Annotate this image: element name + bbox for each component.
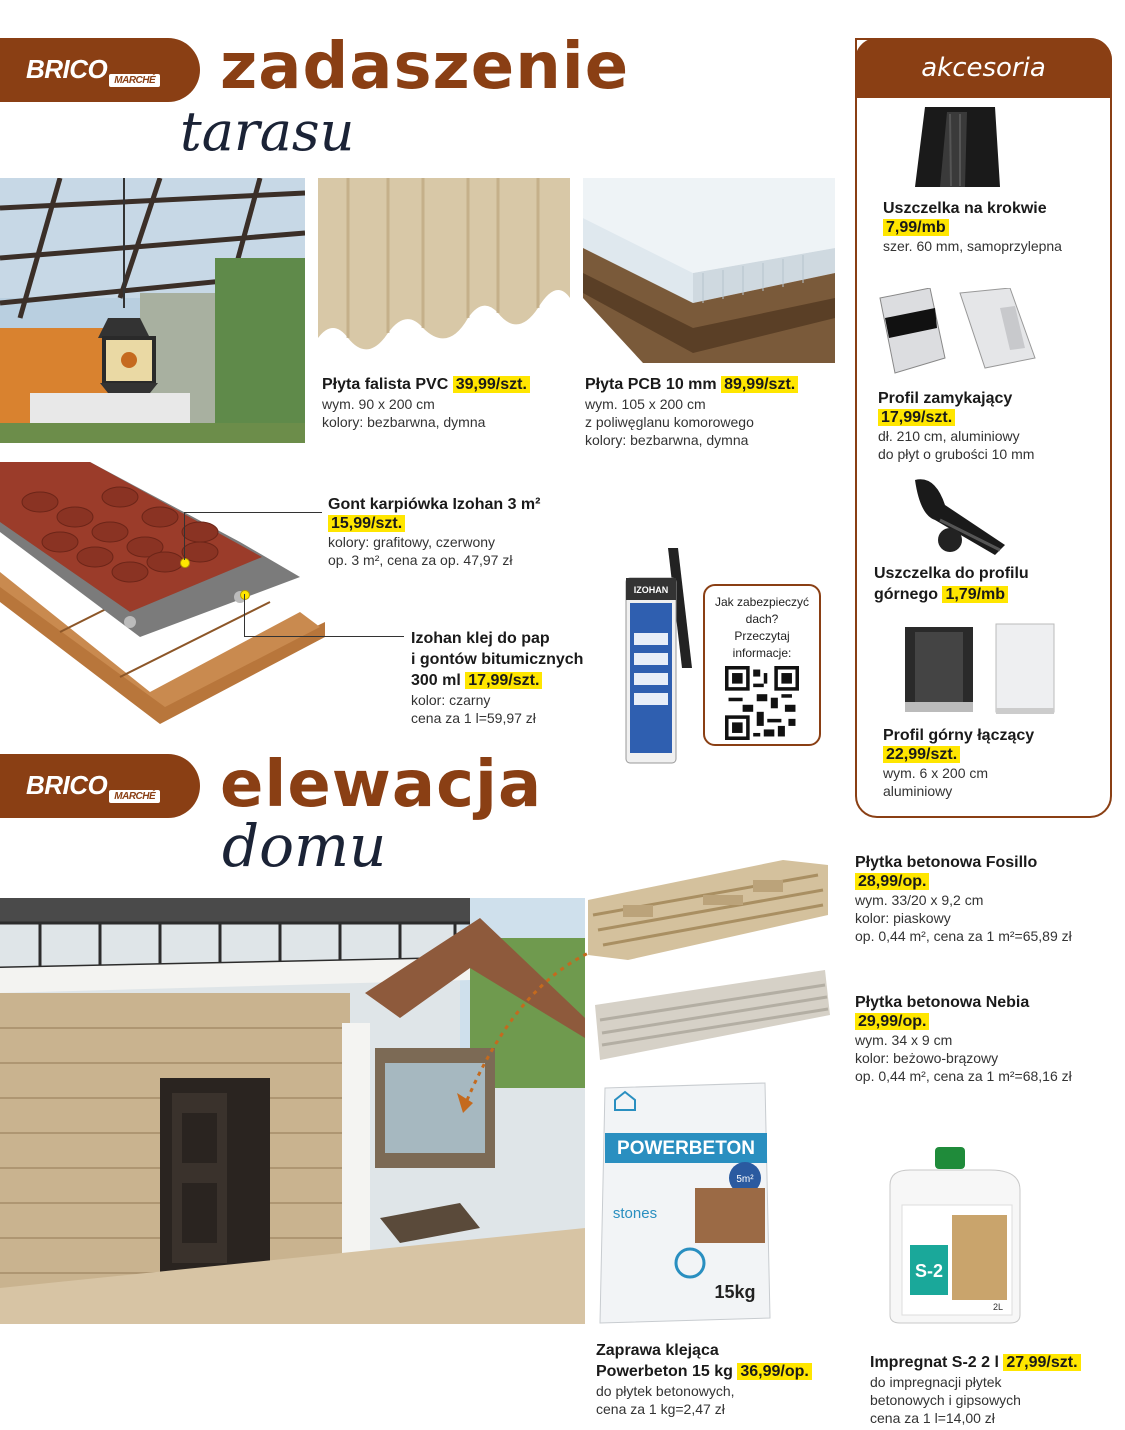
qr-text: Jak zabezpieczyć (714, 595, 810, 609)
accessory-item-2 (878, 388, 1103, 463)
product-desc: betonowych i gipsowych (870, 1392, 1021, 1408)
product-desc: kolor: czarny (411, 692, 491, 708)
price-tag: 39,99/szt. (453, 376, 530, 393)
price-tag: 15,99/szt. (328, 515, 405, 532)
callout-line (244, 636, 404, 637)
product-zaprawa (596, 1340, 856, 1418)
accessory-item-1 (883, 198, 1108, 255)
profile-seal-image (905, 475, 1010, 560)
product-name: Uszczelka do profilu (874, 565, 1029, 582)
product-name: Płytka betonowa Nebia (855, 994, 1030, 1011)
product-name: 300 ml (411, 672, 461, 689)
bottle-volume-text: 2L (992, 1302, 1004, 1312)
product-name: Profil zamykający (878, 390, 1013, 407)
product-desc: aluminiowy (883, 783, 953, 799)
product-desc: do płyt o grubości 10 mm (878, 446, 1035, 462)
product-desc: cena za 1 kg=2,47 zł (596, 1401, 725, 1417)
price-tag: 28,99/op. (855, 873, 929, 890)
price-tag: 17,99/szt. (465, 672, 542, 689)
price-tag: 89,99/szt. (721, 376, 798, 393)
section-subtitle-roof: tarasu (180, 100, 355, 163)
accessory-item-4 (883, 725, 1108, 800)
callout-line (184, 512, 322, 513)
adhesive-tube-image (620, 548, 695, 766)
accessory-item-3 (874, 563, 1109, 605)
product-pcb (585, 374, 845, 449)
price-tag: 7,99/mb (883, 219, 949, 236)
shingle-roof-image (0, 462, 325, 724)
price-tag: 29,99/op. (855, 1013, 929, 1030)
product-desc: do płytek betonowych, (596, 1383, 735, 1399)
bag-brand-text: POWERBETON (617, 1138, 755, 1159)
bag-badge-text: 5m² (736, 1174, 754, 1185)
product-desc: kolor: beżowo-brązowy (855, 1050, 999, 1066)
product-desc: kolor: piaskowy (855, 910, 951, 926)
bag-weight-text: 15kg (714, 1282, 756, 1302)
product-desc: op. 3 m², cena za op. 47,97 zł (328, 552, 513, 568)
qr-code-icon[interactable] (725, 666, 799, 740)
product-name: Gont karpiówka Izohan 3 m² (328, 496, 541, 513)
product-desc: op. 0,44 m², cena za 1 m²=68,16 zł (855, 1068, 1072, 1084)
tube-brand-text: IZOHAN (633, 585, 669, 595)
fosillo-tile-image (583, 855, 831, 965)
product-name: Płyta falista PVC (322, 376, 449, 393)
product-desc: wym. 33/20 x 9,2 cm (855, 892, 984, 908)
callout-arrow (455, 945, 605, 1115)
product-name: i gontów bitumicznych (411, 651, 584, 668)
price-tag: 17,99/szt. (878, 409, 955, 426)
product-gont (328, 494, 588, 569)
section-subtitle-facade: domu (222, 812, 387, 880)
callout-line (244, 594, 245, 636)
price-tag: 27,99/szt. (1003, 1354, 1080, 1371)
brand-tab-bottom (0, 754, 200, 818)
product-desc: wym. 34 x 9 cm (855, 1032, 953, 1048)
price-tag: 36,99/op. (737, 1363, 811, 1380)
callout-dot (180, 558, 190, 568)
qr-text: Przeczytaj (734, 629, 790, 643)
product-impregnat (870, 1352, 1120, 1427)
qr-text: informacje: (732, 646, 792, 660)
brand-logo: BRICO MARCHÉ (26, 54, 160, 85)
section-title-roof: zadaszenie (220, 30, 630, 104)
product-nebia (855, 992, 1117, 1085)
closing-profile-image (875, 288, 1045, 378)
product-desc: do impregnacji płytek (870, 1374, 1002, 1390)
section-title-facade: elewacja (220, 748, 543, 822)
product-desc: wym. 90 x 200 cm (322, 396, 435, 412)
impregnat-bottle-image (880, 1145, 1030, 1325)
accessories-header: akcesoria (855, 38, 1112, 98)
product-desc: dł. 210 cm, aluminiowy (878, 428, 1020, 444)
product-klej (411, 628, 621, 727)
qr-text: dach? (745, 612, 779, 626)
pvc-sheet-image (318, 178, 570, 370)
product-fosillo (855, 852, 1117, 945)
pcb-sheet-image (583, 178, 835, 363)
callout-dot (240, 590, 250, 600)
brand-tab-top (0, 38, 200, 102)
rafter-seal-image (905, 102, 1005, 192)
terrace-roof-photo (0, 178, 305, 443)
product-desc: kolory: grafitowy, czerwony (328, 534, 496, 550)
top-joining-profile-image (900, 622, 1055, 717)
powerbeton-bag-image (595, 1078, 775, 1326)
product-name: Płytka betonowa Fosillo (855, 854, 1038, 871)
product-name-cont: górnego (874, 586, 938, 603)
product-desc: wym. 105 x 200 cm (585, 396, 706, 412)
product-desc: wym. 6 x 200 cm (883, 765, 989, 781)
product-name: Izohan klej do pap (411, 630, 550, 647)
product-desc: kolory: bezbarwna, dymna (322, 414, 486, 430)
price-tag: 1,79/mb (942, 586, 1008, 603)
bag-logo-text: stones (612, 1205, 658, 1222)
product-name: Płyta PCB 10 mm (585, 376, 717, 393)
qr-info-box[interactable] (703, 584, 821, 746)
product-name: Zaprawa klejąca (596, 1342, 719, 1359)
price-tag: 22,99/szt. (883, 746, 960, 763)
product-desc: op. 0,44 m², cena za 1 m²=65,89 zł (855, 928, 1072, 944)
bottle-label-text: S-2 (914, 1261, 944, 1281)
product-desc: kolory: bezbarwna, dymna (585, 432, 749, 448)
nebia-tile-image (590, 965, 835, 1065)
brand-logo: BRICO MARCHÉ (26, 770, 160, 801)
callout-line (184, 512, 185, 560)
product-desc: szer. 60 mm, samoprzylepna (883, 238, 1062, 254)
product-desc: z poliwęglanu komorowego (585, 414, 754, 430)
product-desc: cena za 1 l=59,97 zł (411, 710, 536, 726)
product-name: Impregnat S-2 2 l (870, 1354, 999, 1371)
product-name: Uszczelka na krokwie (883, 200, 1047, 217)
product-pvc (322, 374, 577, 431)
product-desc: cena za 1 l=14,00 zł (870, 1410, 995, 1426)
product-name: Profil górny łączący (883, 727, 1035, 744)
product-name: Powerbeton 15 kg (596, 1363, 733, 1380)
